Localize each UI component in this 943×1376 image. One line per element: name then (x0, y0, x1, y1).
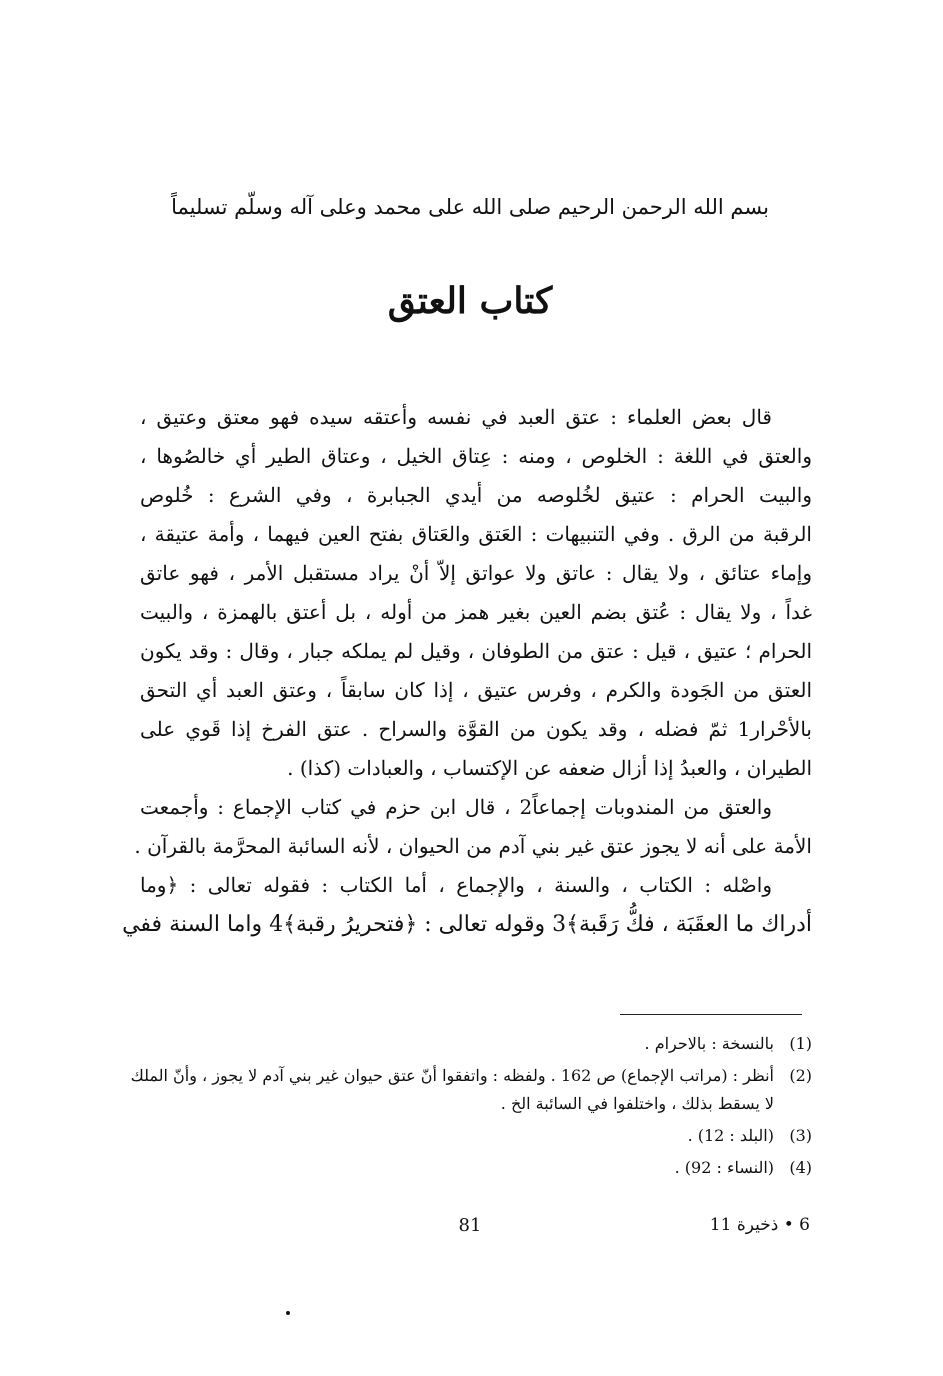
text-line: والعتق من المندوبات إجماعاً2 ، قال ابن حزم في كتاب الإجماع : وأجمعت (140, 795, 772, 819)
footnote-number: (2) (789, 1066, 812, 1085)
footnote-number: (1) (789, 1034, 812, 1053)
text-line: الأمة على أنه لا يجوز عتق غير بني آدم من الحيوان ، لأنه السائبة المحرَّمة بالقرآن . (134, 834, 812, 858)
text-line: واصْله : الكتاب ، والسنة ، والإجماع ، أما الكتاب : فقوله تعالى : ﴿وما (140, 873, 772, 897)
text-line: غداً ، ولا يقال : عُتق بضم العين بغير همز من أوله ، بل أعتق بالهمزة ، والبيت (140, 600, 812, 624)
stray-dot (286, 1311, 290, 1315)
footnote-number: (4) (789, 1158, 812, 1177)
footnote-text: بالنسخة : بالاحرام . (644, 1034, 774, 1053)
footnote-text: (البلد : 12) . (687, 1126, 774, 1145)
text-line: والبيت الحرام : عتيق لخُلوصه من أيدي الجبابرة ، وفي الشرع : خُلوص (140, 483, 812, 507)
footnote-divider (620, 1014, 802, 1015)
footnote-item (130, 1062, 812, 1118)
text-line: والعتق في اللغة : الخلوص ، ومنه : عِتاق الخيل ، وعتاق الطير أي خالصُوها ، (140, 444, 812, 468)
footnote-item (130, 1154, 812, 1182)
text-line: قال بعض العلماء : عتق العبد في نفسه وأعتقه سيده فهو معتق وعتيق ، (140, 405, 772, 429)
footnote-text: (النساء : 92) . (674, 1158, 774, 1177)
text-line: أدراك ما العقَبَة ، فكُّ رَقَبة﴾3 وقوله تعالى : ﴿فتحريرُ رقبة﴾4 واما السنة ففي (122, 912, 812, 937)
text-line: وإماء عتائق ، ولا يقال : عاتق ولا عواتق إلاّ أنْ يراد مستقبل الأمر ، فهو عاتق (140, 561, 812, 585)
page-number: 81 (458, 1215, 482, 1236)
chapter-title: كتاب العتق (387, 280, 553, 322)
text-line: الطيران ، والعبدُ إذا أزال ضعفه عن الإكتساب ، والعبادات (كذا) . (287, 756, 812, 780)
text-line: الرقبة من الرق . وفي التنبيهات : العَتق والعَتاق بفتح العين فيهما ، وأمة عتيقة ، (140, 522, 812, 546)
signature-mark: 6 • ذخيرة 11 (709, 1215, 810, 1235)
footnote-item (130, 1122, 812, 1150)
footnotes (130, 1030, 812, 1186)
footnote-item (130, 1030, 812, 1058)
basmala-heading: بسم الله الرحمن الرحيم صلى الله على محمد وعلى آله وسلّم تسليماً (171, 195, 769, 219)
text-line: بالأحْرار1 ثمّ فضله ، وقد يكون من القوَّة والسراح . عتق الفرخ إذا قَوي على (140, 717, 812, 741)
footnote-text: أنظر : (مراتب الإجماع) ص 162 . ولفظه : واتفقوا أنّ عتق حيوان غير بني آدم لا يجوز ، وأنّ الملك لا يسقط بذلك ، واختلفوا في السائبة الخ . (130, 1066, 774, 1113)
footnote-number: (3) (789, 1126, 812, 1145)
text-line: العتق من الجَودة والكرم ، وفرس عتيق ، إذا كان سابقاً ، وعتق العبد أي التحق (140, 678, 812, 702)
text-line: الحرام ؛ عتيق ، قيل : عتق من الطوفان ، وقيل لم يملكه جبار ، وقال : وقد يكون (140, 639, 812, 663)
main-text (122, 398, 812, 944)
